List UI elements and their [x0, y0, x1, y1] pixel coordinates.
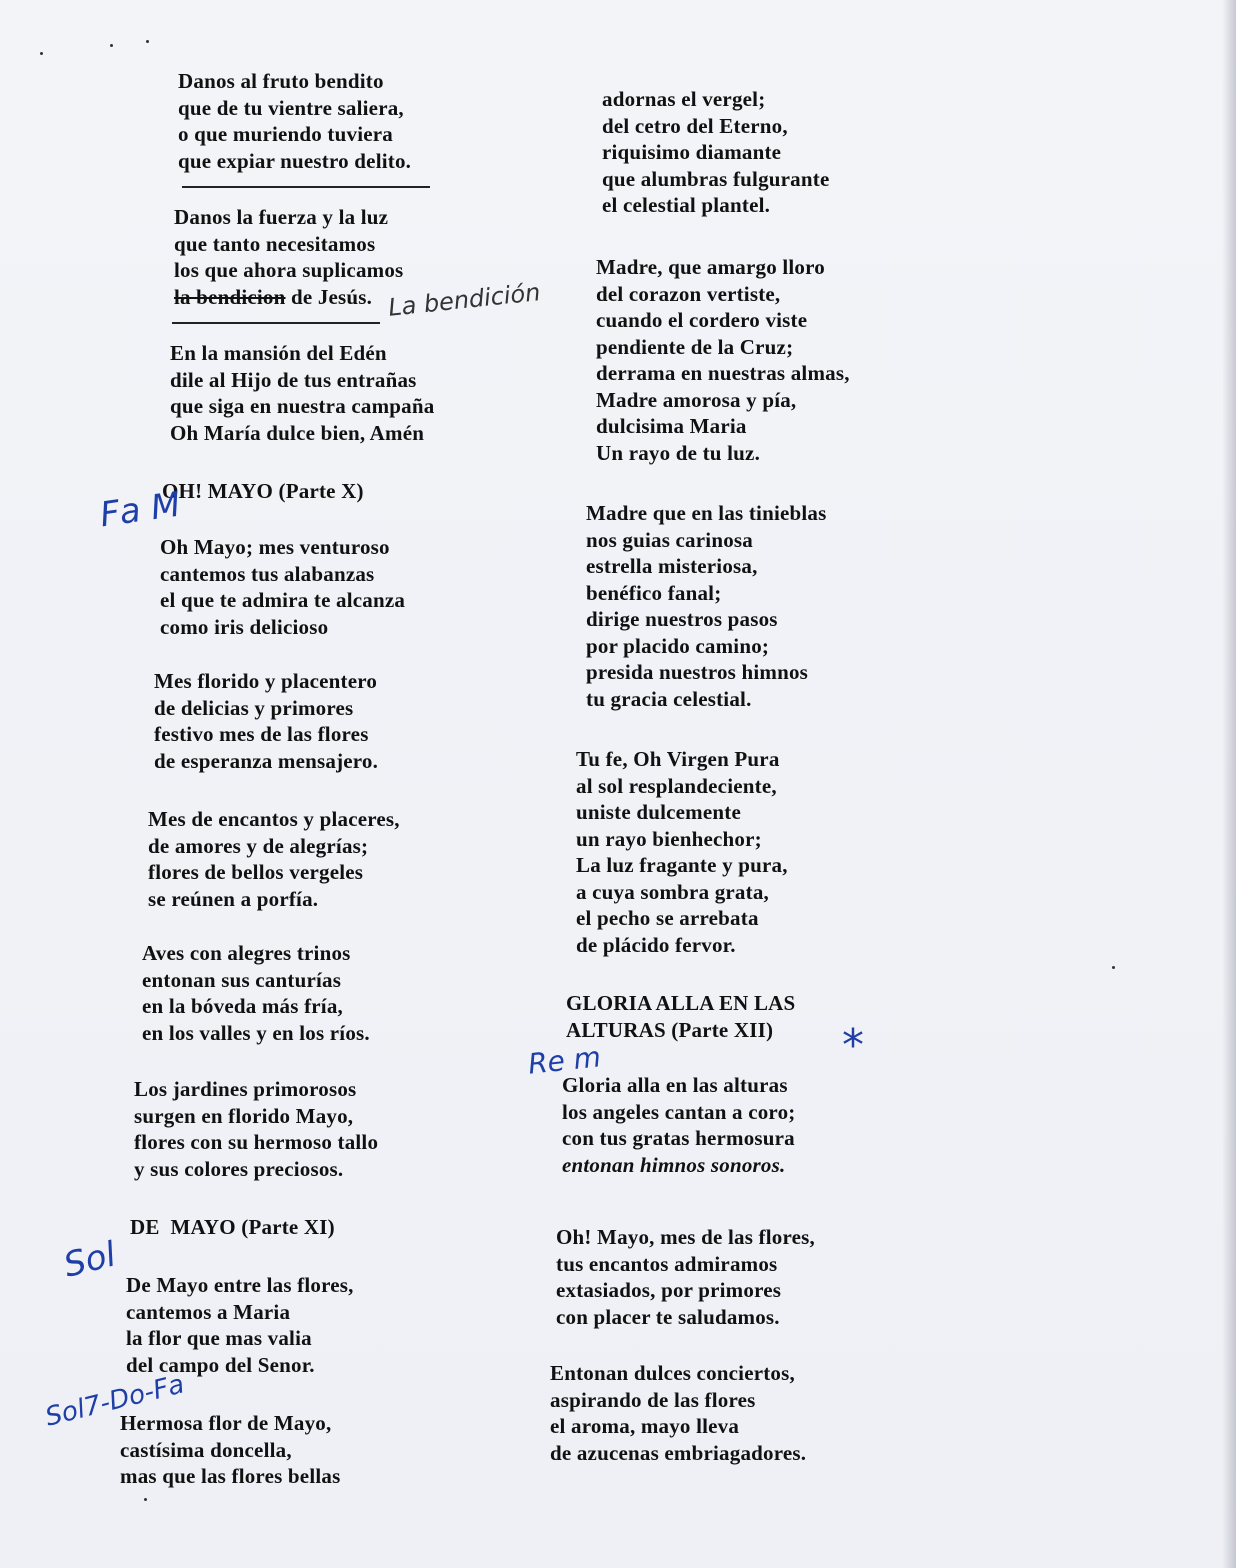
section-heading: [162, 478, 364, 505]
verse-line: Un rayo de tu luz.: [596, 440, 761, 465]
verse-line: benéfico fanal;: [586, 580, 722, 605]
stanza-oh-mayo-flores: [556, 1224, 815, 1330]
verse-line: un rayo bienhechor;: [576, 826, 762, 851]
stanza-mes-florido: [154, 668, 378, 774]
verse-line: los que ahora suplicamos: [174, 258, 404, 282]
verse-line: como iris delicioso: [160, 614, 329, 639]
verse-line: del campo del Senor.: [126, 1352, 315, 1377]
verse-line: uniste dulcemente: [576, 800, 741, 824]
verse-line: En la mansión del Edén: [170, 341, 387, 365]
scan-speck: [110, 44, 113, 47]
verse-line: con placer te saludamos.: [556, 1304, 780, 1329]
verse-line: Oh! Mayo, mes de las flores,: [556, 1225, 815, 1249]
stanza-aves: [142, 940, 370, 1046]
stanza-mes-encantos: [148, 806, 400, 912]
verse-line: Oh Mayo; mes venturoso: [160, 535, 390, 559]
verse-line: Madre que en las tinieblas: [586, 501, 827, 525]
verse-line: entonan himnos sonoros.: [562, 1152, 786, 1177]
divider-line: [172, 322, 380, 324]
stanza-entonan: [550, 1360, 806, 1466]
verse-line: Danos al fruto bendito: [178, 69, 384, 93]
struck-text: la bendicion: [174, 284, 286, 309]
verse-line: dile al Hijo de tus entrañas: [170, 367, 417, 392]
heading-text: GLORIA ALLA EN LAS: [566, 991, 796, 1015]
scan-speck: [40, 52, 43, 55]
verse-line: flores con su hermoso tallo: [134, 1130, 379, 1154]
stanza-danos-fuerza: [174, 204, 403, 310]
verse-line: o que muriendo tuviera: [178, 122, 393, 146]
verse-line: que tanto necesitamos: [174, 231, 376, 256]
stanza-adornas: [602, 86, 829, 219]
verse-line: la flor que mas valia: [126, 1326, 312, 1350]
verse-line: extasiados, por primores: [556, 1278, 782, 1302]
verse-line: dulcisima Maria: [596, 414, 747, 438]
stanza-mansion-eden: [170, 340, 434, 446]
verse-line: dirige nuestros pasos: [586, 607, 778, 631]
verse-line: presida nuestros himnos: [586, 660, 809, 684]
stanza-de-mayo: [126, 1272, 354, 1378]
verse-line: del cetro del Eterno,: [602, 113, 788, 138]
heading-text: ALTURAS (Parte XII): [566, 1017, 774, 1042]
verse-line: Madre amorosa y pía,: [596, 387, 797, 412]
asterisk-mark: *: [842, 1020, 864, 1071]
verse-line: de azucenas embriagadores.: [550, 1440, 807, 1465]
verse-line: el aroma, mayo lleva: [550, 1414, 740, 1438]
verse-line: de delicias y primores: [154, 695, 354, 720]
verse-line: los angeles cantan a coro;: [562, 1099, 796, 1124]
verse-line: a cuya sombra grata,: [576, 879, 769, 904]
verse-line: cantemos tus alabanzas: [160, 561, 375, 586]
verse-line: Oh María dulce bien, Amén: [170, 420, 425, 445]
verse-line: Hermosa flor de Mayo,: [120, 1411, 332, 1435]
verse-line: adornas el vergel;: [602, 87, 766, 111]
verse-line: [174, 284, 403, 311]
handwritten-chord: Sol: [59, 1234, 120, 1286]
verse-line: que alumbras fulgurante: [602, 166, 830, 191]
verse-line: Aves con alegres trinos: [142, 941, 351, 965]
verse-line: cantemos a Maria: [126, 1299, 291, 1324]
handwritten-chord: Fa M: [97, 484, 183, 536]
verse-line: mas que las flores bellas: [120, 1464, 341, 1488]
scan-speck: [144, 1498, 147, 1501]
verse-line: de esperanza mensajero.: [154, 748, 379, 773]
verse-line: derrama en nuestras almas,: [596, 361, 850, 385]
stanza-danos-fruto: [178, 68, 411, 174]
verse-line: con tus gratas hermosura: [562, 1126, 795, 1150]
stanza-jardines: [134, 1076, 378, 1182]
verse-line: entonan sus canturías: [142, 967, 342, 992]
handwritten-chord: Re m: [526, 1040, 603, 1081]
verse-line: de amores y de alegrías;: [148, 833, 369, 858]
verse-line: riquisimo diamante: [602, 140, 782, 164]
stanza-gloria: [562, 1072, 795, 1178]
verse-line: cuando el cordero viste: [596, 308, 808, 332]
verse-line: el pecho se arrebata: [576, 906, 759, 930]
verse-line: De Mayo entre las flores,: [126, 1273, 354, 1297]
page-edge-shadow: [1222, 0, 1236, 1568]
verse-line: de plácido fervor.: [576, 932, 736, 957]
verse-line: el que te admira te alcanza: [160, 588, 406, 612]
scan-speck: [1112, 966, 1115, 969]
verse-line: estrella misteriosa,: [586, 554, 758, 578]
handwritten-chord: Sol7-Do-Fa: [42, 1369, 188, 1433]
stanza-hermosa-flor: [120, 1410, 340, 1490]
verse-line: Tu fe, Oh Virgen Pura: [576, 747, 780, 771]
verse-line: del corazon vertiste,: [596, 281, 781, 306]
verse-line: Los jardines primorosos: [134, 1077, 357, 1101]
verse-line: se reúnen a porfía.: [148, 886, 319, 911]
verse-line: que expiar nuestro delito.: [178, 148, 412, 173]
stanza-tu-fe: [576, 746, 788, 958]
verse-line: tu gracia celestial.: [586, 686, 752, 711]
handwritten-correction: La bendición: [386, 278, 542, 322]
verse-line: al sol resplandeciente,: [576, 773, 777, 798]
verse-line: en la bóveda más fría,: [142, 994, 343, 1018]
heading-text: DE MAYO (Parte XI): [130, 1215, 335, 1239]
heading-text: OH! MAYO (Parte X): [162, 479, 364, 503]
verse-line: La luz fragante y pura,: [576, 853, 788, 877]
divider-line: [182, 186, 430, 188]
verse-line: aspirando de las flores: [550, 1387, 756, 1412]
scan-speck: [146, 40, 149, 43]
verse-line: que de tu vientre saliera,: [178, 95, 404, 120]
verse-line: que siga en nuestra campaña: [170, 394, 435, 418]
verse-line: y sus colores preciosos.: [134, 1156, 344, 1181]
stanza-madre-amargo: [596, 254, 850, 466]
verse-line: en los valles y en los ríos.: [142, 1020, 370, 1045]
section-heading: [566, 990, 795, 1043]
verse-line: nos guias carinosa: [586, 527, 753, 552]
verse-line: Mes florido y placentero: [154, 669, 378, 693]
verse-line: Gloria alla en las alturas: [562, 1073, 788, 1097]
verse-line: pendiente de la Cruz;: [596, 334, 794, 359]
verse-line: Entonan dulces conciertos,: [550, 1361, 795, 1385]
verse-line: festivo mes de las flores: [154, 722, 369, 746]
section-heading: [130, 1214, 335, 1241]
verse-line: Danos la fuerza y la luz: [174, 205, 389, 229]
verse-line: flores de bellos vergeles: [148, 860, 364, 884]
verse-line: el celestial plantel.: [602, 193, 771, 217]
stanza-oh-mayo: [160, 534, 405, 640]
verse-line: Mes de encantos y placeres,: [148, 807, 400, 831]
verse-line: Madre, que amargo lloro: [596, 255, 825, 279]
verse-line: tus encantos admiramos: [556, 1251, 778, 1276]
stanza-madre-tinieblas: [586, 500, 827, 712]
verse-line: surgen en florido Mayo,: [134, 1103, 354, 1128]
verse-line: castísima doncella,: [120, 1437, 292, 1462]
verse-line: por placido camino;: [586, 633, 770, 658]
verse-text: de Jesús.: [285, 284, 373, 309]
